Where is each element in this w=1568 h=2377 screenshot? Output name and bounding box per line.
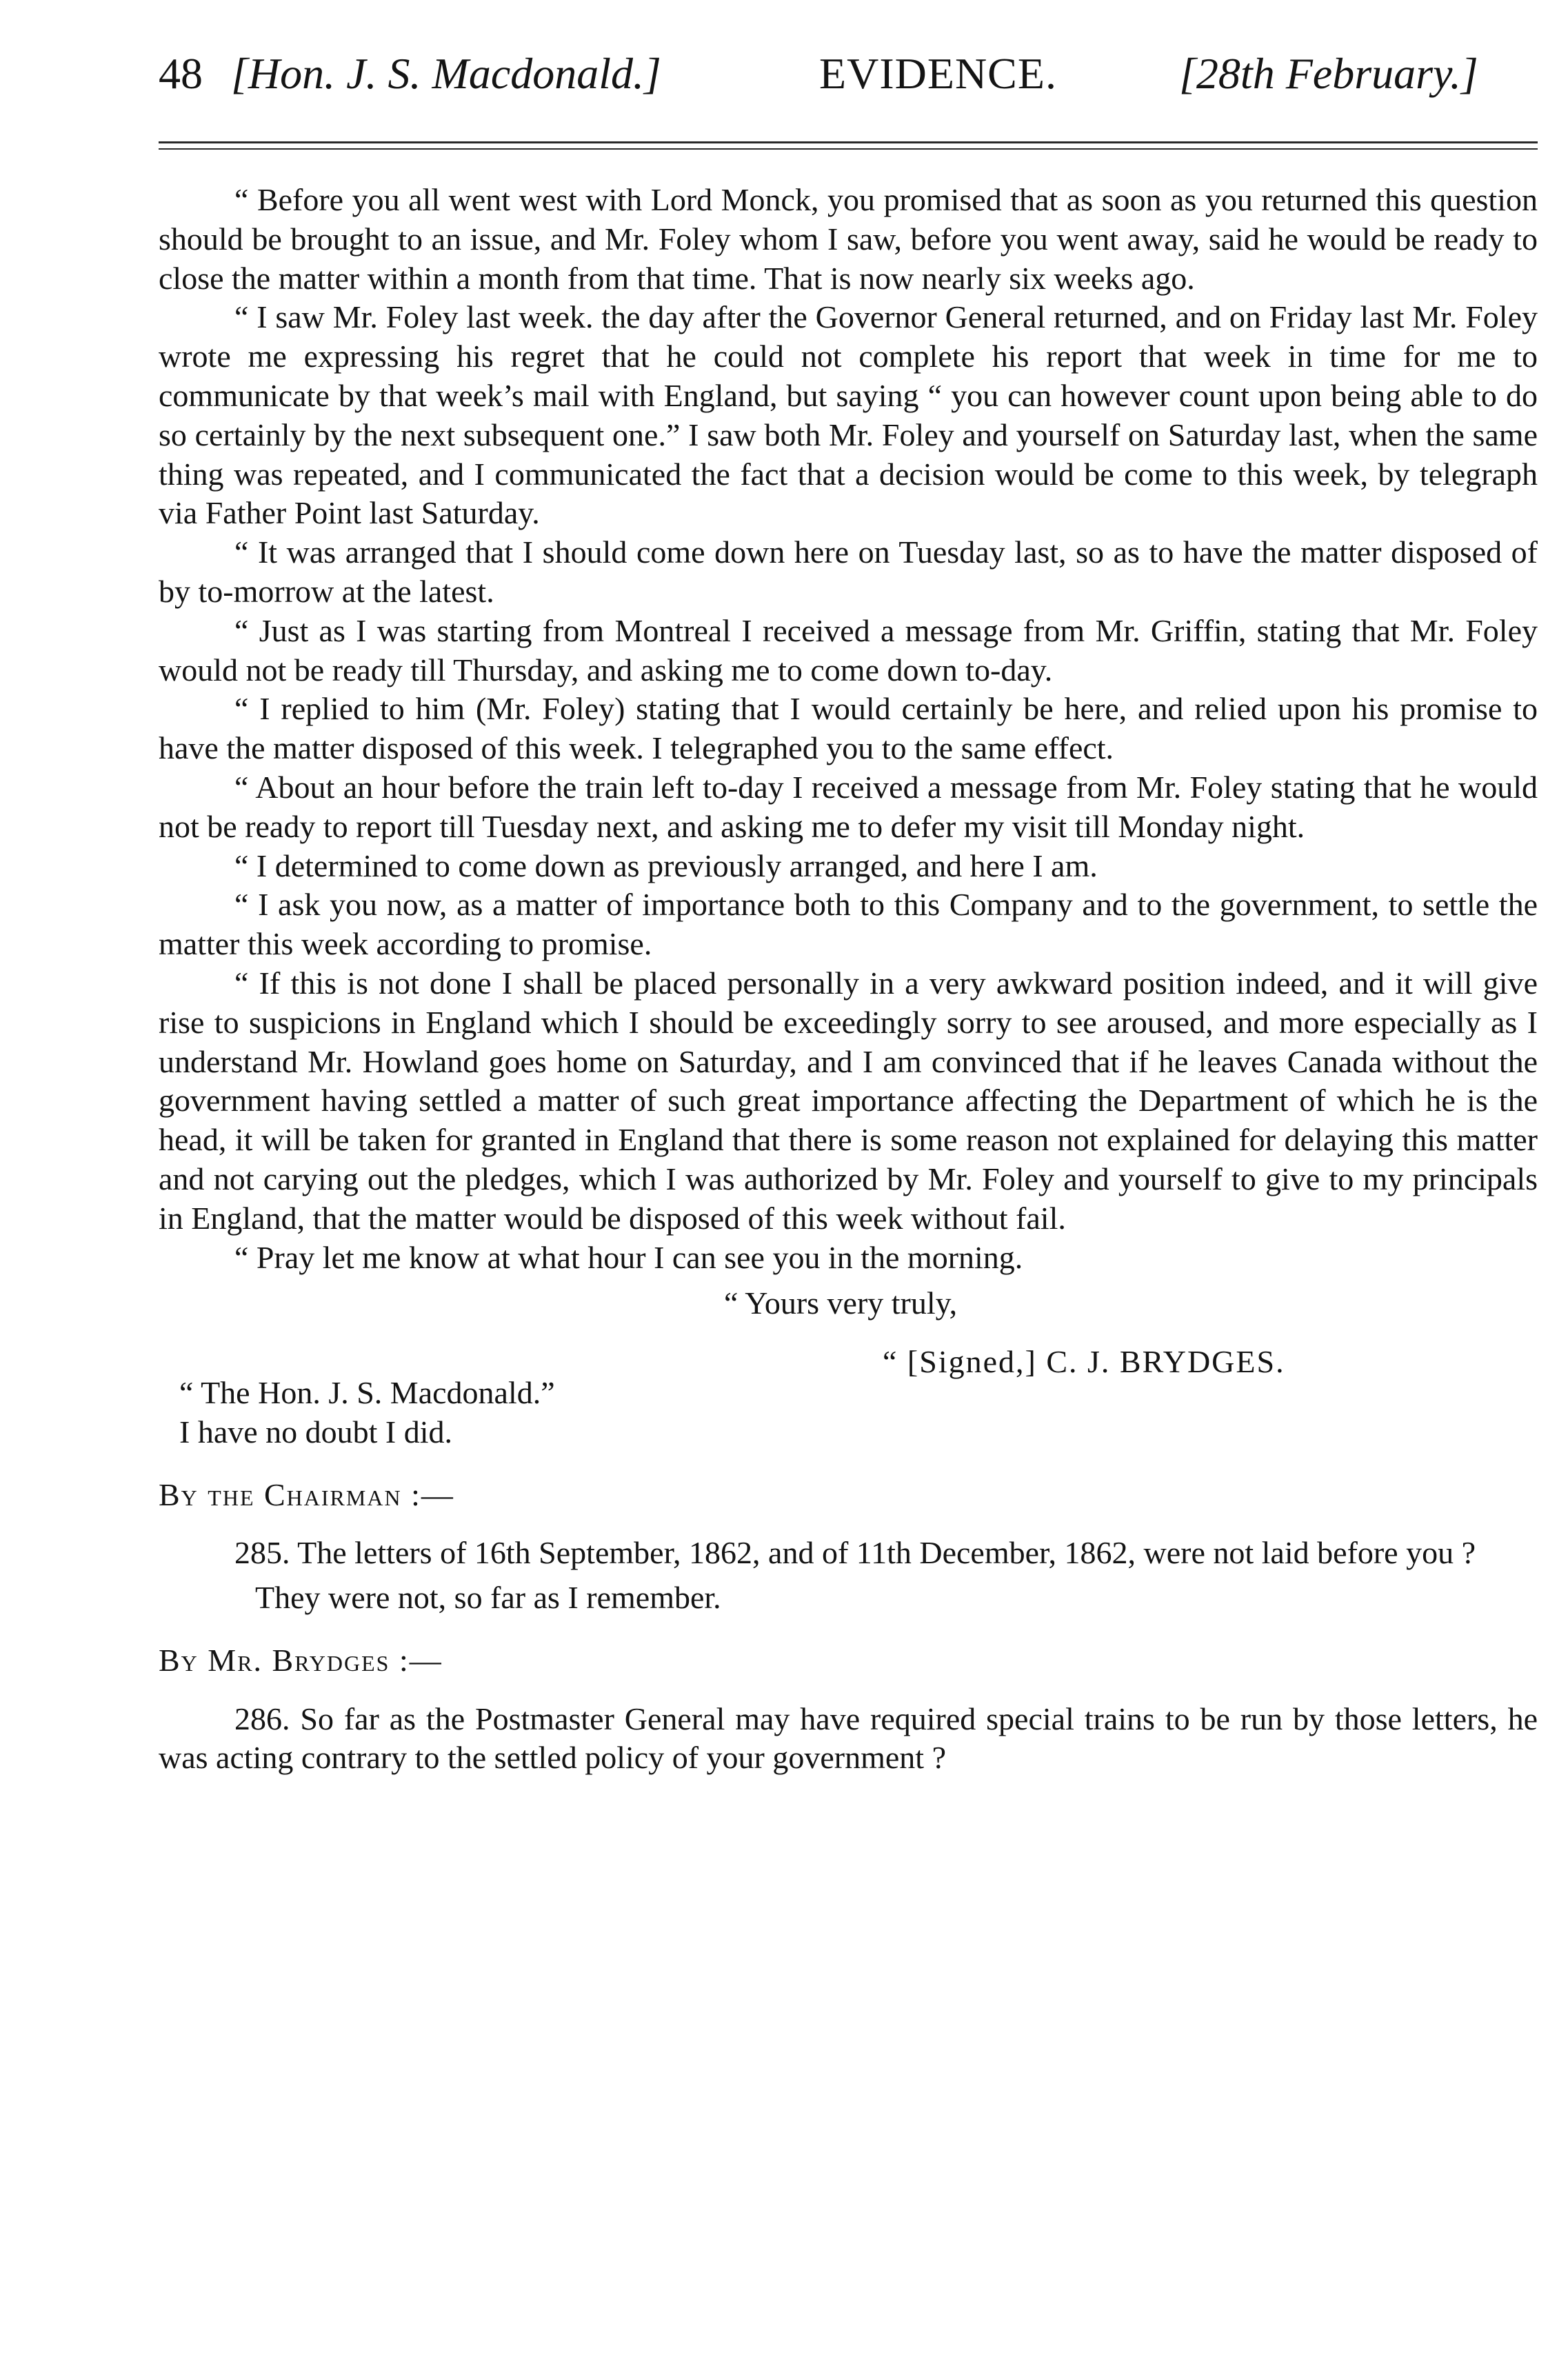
speaker-heading: By Mr. Brydges :—: [159, 1642, 443, 1678]
letter-paragraph: “ I saw Mr. Foley last week. the day after the Governor General returned, and on Friday last Mr. Foley wrote me expressing his regret that he could not complete his report that week in time for me to communicate by that week’s mail with England, but saying “ you can however count upon being able to do so certainly by the next subsequent one.” I saw both Mr. Foley and yourself on Saturday last, when the same thing was repeated, and I communicated the fact that a decision would be come to this week, by telegraph via Father Point last Saturday.: [159, 299, 1538, 531]
letter-addressee: “ The Hon. J. S. Macdonald.”: [179, 1374, 555, 1410]
question-text: 285. The letters of 16th September, 1862, and of 11th December, 1862, were not laid before you ?: [234, 1535, 1476, 1571]
letter-signature: “ [Signed,] C. J. BRYDGES.: [883, 1344, 1285, 1380]
header-rule-top: [159, 141, 1538, 143]
header-date: [28th February.]: [1179, 49, 1478, 98]
letter-paragraph: “ I ask you now, as a matter of importance both to this Company and to the government, to settle the matter this week according to promise.: [159, 887, 1538, 962]
witness-answer: They were not, so far as I remember.: [255, 1580, 721, 1616]
speaker-heading: By the Chairman :—: [159, 1476, 454, 1512]
letter-paragraph: “ Just as I was starting from Montreal I received a message from Mr. Griffin, stating that Mr. Foley would not be ready till Thursday, and asking me to come down to-day.: [159, 612, 1538, 688]
letter-closing: “ Yours very truly,: [724, 1285, 958, 1321]
letter-paragraph: “ I replied to him (Mr. Foley) stating that I would certainly be here, and relied upon his promise to have the matter disposed of this week. I telegraphed you to the same effect.: [159, 691, 1538, 766]
header-rule-bottom: [159, 148, 1538, 150]
letter-paragraph: “ Before you all went west with Lord Monck, you promised that as soon as you returned this question should be brought to an issue, and Mr. Foley whom I saw, before you went away, said he would be ready to close the matter within a month from that time. That is now nearly six weeks ago.: [159, 182, 1538, 296]
document-body: [159, 181, 1538, 1778]
letter-paragraph: “ About an hour before the train left to-day I received a message from Mr. Foley stating that he would not be ready to report till Tuesday next, and asking me to defer my visit till Monday night.: [159, 769, 1538, 844]
letter-paragraph: “ If this is not done I shall be placed personally in a very awkward position indeed, and it will give rise to suspicions in England which I should be exceedingly sorry to see aroused, and more especially as I understand Mr. Howland goes home on Saturday, and I am convinced that if he leaves Canada without the government having settled a matter of such great importance affecting the Department of which he is the head, it will be taken for granted in England that there is some reason not explained for delaying this matter and not carying out the pledges, which I was authorized by Mr. Foley and yourself to give to my principals in England, that the matter would be disposed of this week without fail.: [159, 965, 1538, 1236]
letter-paragraph: “ Pray let me know at what hour I can see you in the morning.: [234, 1239, 1023, 1275]
letter-paragraph: “ I determined to come down as previously arranged, and here I am.: [234, 848, 1098, 883]
question-text: 286. So far as the Postmaster General may have required special trains to be run by those letters, he was acting contrary to the settled policy of your government ?: [159, 1701, 1538, 1776]
page-number: 48: [159, 49, 203, 98]
letter-paragraph: “ It was arranged that I should come down here on Tuesday last, so as to have the matter disposed of by to-morrow at the latest.: [159, 534, 1538, 609]
running-header: [159, 36, 1538, 112]
header-section-title: EVIDENCE.: [819, 49, 1057, 98]
header-witness-name: [Hon. J. S. Macdonald.]: [231, 49, 661, 98]
witness-answer: I have no doubt I did.: [179, 1414, 453, 1450]
